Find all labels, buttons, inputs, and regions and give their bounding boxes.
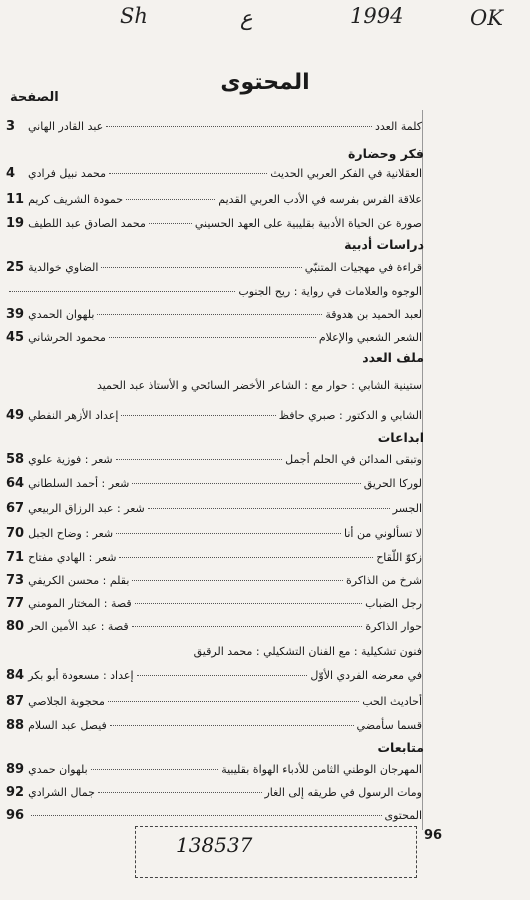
toc-entry: قراءة في مهجيات المتنبّي الضاوي خوالدية 25 <box>6 259 422 275</box>
page-number: 96 <box>424 828 443 843</box>
handwritten-year: 1994 <box>350 4 404 28</box>
section-ibdaat: ابداعات <box>377 430 424 445</box>
toc-entry: كلمة العدد عبد القادر الهاني 3 <box>6 118 422 134</box>
toc-entry: لعبد الحميد بن هدوقة بلهوان الحمدي 39 <box>6 306 422 322</box>
toc-entry: الشابي و الدكتور : صبري حافظ إعداد الأزهر النفطي 49 <box>6 407 422 423</box>
toc-entry: المهرجان الوطني الثامن للأدباء الهواة بقليبية بلهوان حمدي 89 <box>6 761 422 777</box>
toc-entry: أحاديث الحب محجوبة الجلاصي 87 <box>6 693 422 709</box>
toc-entry: شرخ من الذاكرة بقلم : محسن الكريفي 73 <box>6 572 422 588</box>
toc-entry: المحتوى 96 <box>6 807 422 823</box>
handwritten-note-middle: ع <box>240 6 253 30</box>
section-malaf: ملف العدد <box>362 350 424 365</box>
toc-entry: الشعر الشعبي والإعلام محمود الحرشاني 45 <box>6 329 422 345</box>
toc-entry: رجل الضباب قصة : المختار المومني 77 <box>6 595 422 611</box>
toc-entry: ستينية الشابي : حوار مع : الشاعر الأخضر السائحي و الأستاذ عبد الحميد <box>96 378 422 392</box>
library-stamp <box>135 826 417 878</box>
toc-entry: وتبقى المدائن في الحلم أجمل شعر : فوزية علوي 58 <box>6 451 422 467</box>
toc-entry: لا تسألوني من أنا شعر : وضاح الجبل 70 <box>6 525 422 541</box>
toc-entry: الجسر شعر : عبد الرزاق الربيعي 67 <box>6 500 422 516</box>
toc-entry: ومات الرسول في طريقه إلى الغار جمال الشرادي 92 <box>6 784 422 800</box>
toc-entry: الوجوه والعلامات في رواية : ريح الجنوب <box>6 280 422 302</box>
toc-entry: صورة عن الحياة الأدبية بقليبية على العهد الحسيني محمد الصادق عبد اللطيف 19 <box>6 215 422 231</box>
stamp-number: 138537 <box>176 833 253 857</box>
toc-entry: حوار الذاكرة قصة : عبد الأمين الحر 80 <box>6 618 422 634</box>
toc-entry: قسما سأمضي فيصل عبد السلام 88 <box>6 717 422 733</box>
section-fikr: فكر وحضارة <box>348 146 424 161</box>
toc-entry: زكوّ اللّقاح شعر : الهادي مفتاح 71 <box>6 549 422 565</box>
page-title: المحتوى <box>220 70 310 95</box>
toc-entry: علاقة الفرس بفرسه في الأدب العربي القديم حمودة الشريف كريم 11 <box>6 191 422 207</box>
toc-entry: العقلانية في الفكر العربي الحديث محمد نبيل فرادي 4 <box>6 165 422 181</box>
handwritten-ok: OK <box>470 6 503 30</box>
toc-entry: لوركا الحريق شعر : أحمد السلطاني 64 <box>6 475 422 491</box>
toc-entry: فنون تشكيلية : مع الفنان التشكيلي : محمد الرقيق <box>193 644 422 658</box>
handwritten-note-left: Sh <box>120 4 148 28</box>
margin-line <box>422 110 423 830</box>
page-column-label: الصفحة <box>10 90 59 105</box>
toc-entry: في معرضه الفردي الأوّل إعداد : مسعودة أبو بكر 84 <box>6 667 422 683</box>
section-mutabaat: متابعات <box>377 740 424 755</box>
section-dirasat: دراسات أدبية <box>344 237 424 252</box>
